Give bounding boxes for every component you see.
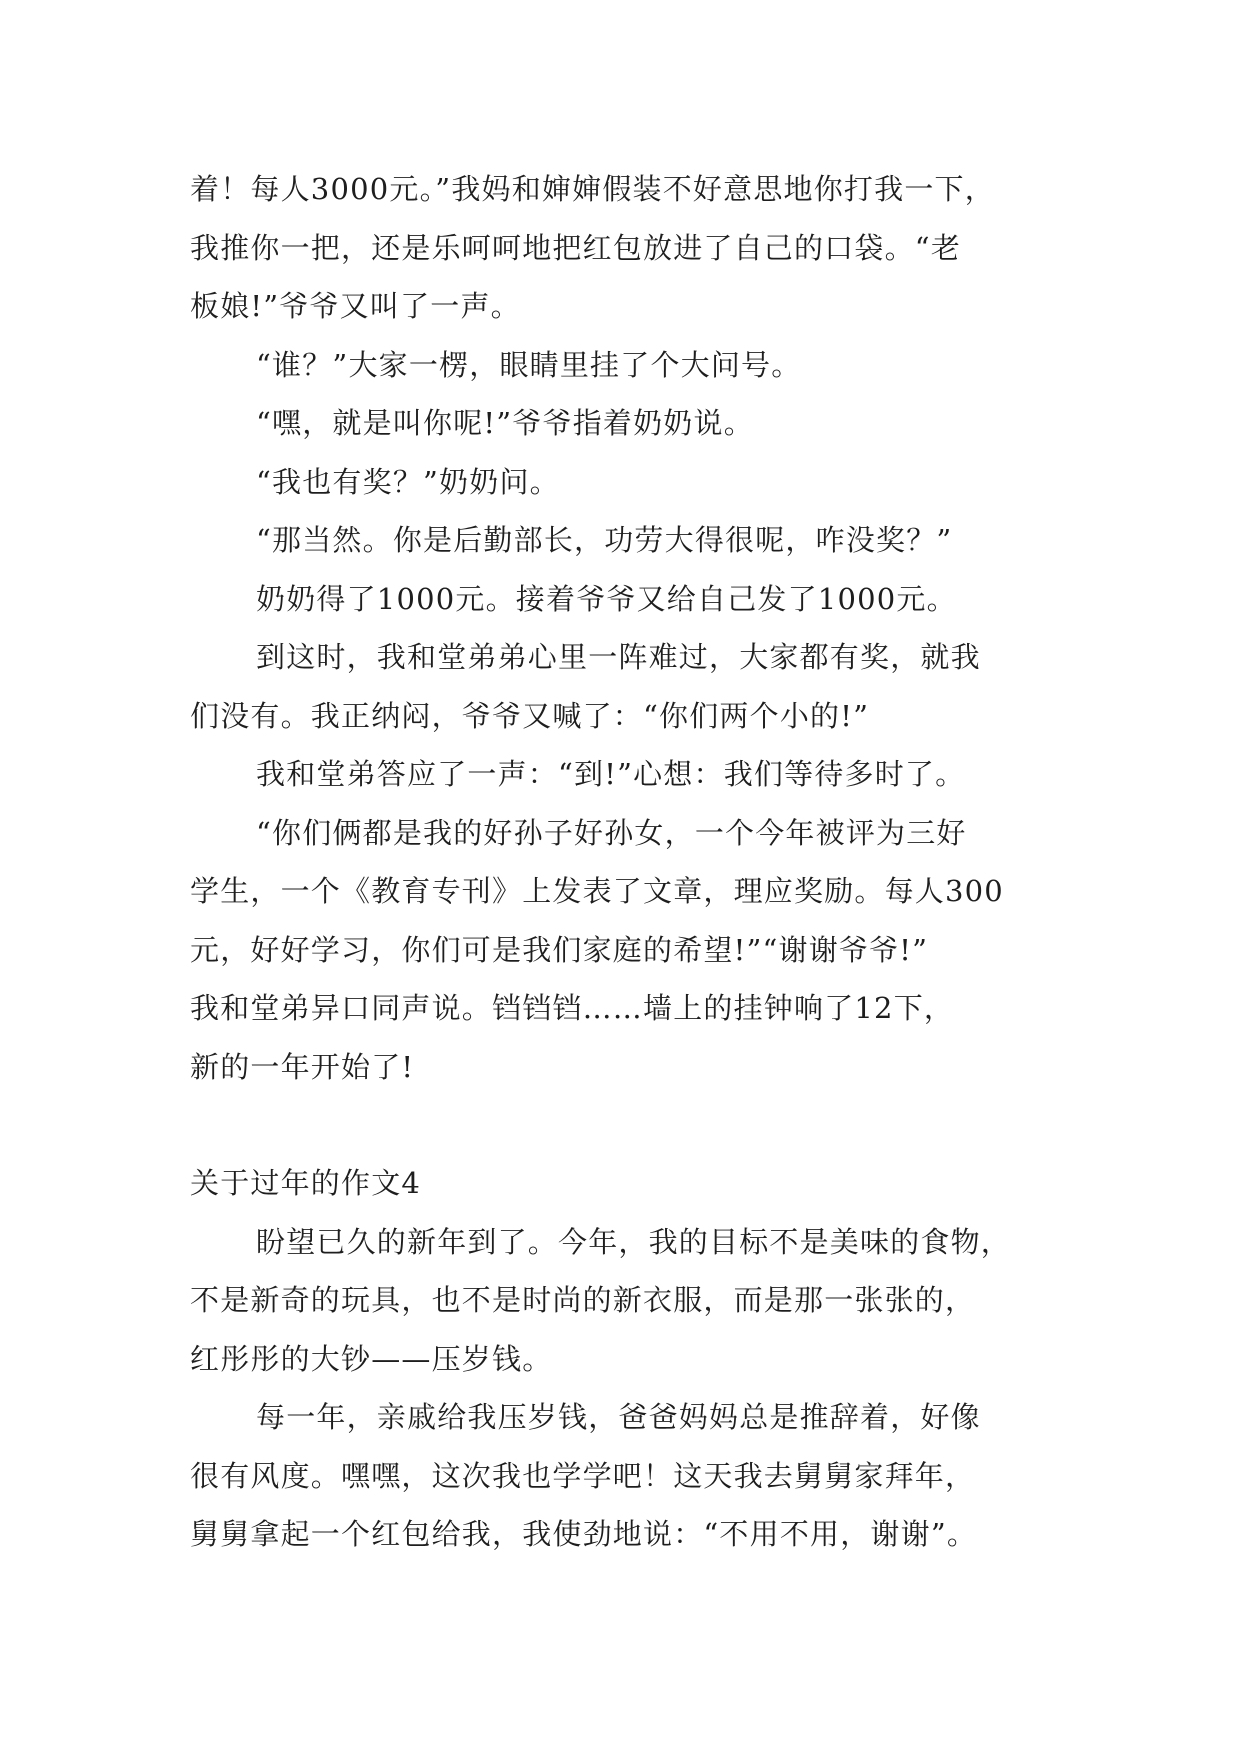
dialogue-block — [190, 336, 1070, 629]
text-line: 不是新奇的玩具，也不是时尚的新衣服，而是那一张张的， — [190, 1283, 976, 1317]
text-line: 我和堂弟答应了一声：“到!”心想：我们等待多时了。 — [256, 757, 966, 791]
text-line: 新的一年开始了! — [190, 1049, 415, 1084]
text-line: “那当然。你是后勤部长，功劳大得很呢，咋没奖？” — [256, 523, 953, 557]
text-line: 我推你一把，还是乐呵呵地把红包放进了自己的口袋。“老 — [190, 230, 962, 265]
text-line: “谁？”大家一楞，眼睛里挂了个大问号。 — [256, 347, 802, 382]
paragraph-last — [190, 1388, 1070, 1564]
text-line: “我也有奖？”奶奶问。 — [256, 464, 560, 499]
text-line: 奶奶得了1000元。接着爷爷又给自己发了1000元。 — [256, 581, 957, 616]
section-heading: 关于过年的作文4 — [190, 1166, 422, 1200]
text-line: 我和堂弟异口同声说。铛铛铛……墙上的挂钟响了12下， — [190, 991, 955, 1025]
document-body — [190, 160, 1070, 1564]
text-line: 舅舅拿起一个红包给我，我使劲地说：“不用不用，谢谢”。 — [190, 1517, 978, 1551]
text-line: 元，好好学习，你们可是我们家庭的希望!”“谢谢爷爷!” — [190, 932, 929, 967]
text-line: 们没有。我正纳闷，爷爷又喊了：“你们两个小的!” — [190, 698, 870, 733]
paragraph-reward — [190, 804, 1070, 1097]
text-line: 到这时，我和堂弟弟心里一阵难过，大家都有奖，就我 — [256, 640, 981, 674]
text-line: “嘿，就是叫你呢!”爷爷指着奶奶说。 — [256, 406, 754, 440]
paragraph-newyear — [190, 1213, 1070, 1389]
text-line: 盼望已久的新年到了。今年，我的目标不是美味的食物， — [256, 1224, 1012, 1259]
text-line: “你们俩都是我的好孙子好孙女，一个今年被评为三好 — [256, 815, 967, 850]
text-line: 每一年，亲戚给我压岁钱，爸爸妈妈总是推辞着，好像 — [256, 1400, 981, 1434]
text-line: 板娘!”爷爷又叫了一声。 — [190, 289, 521, 323]
text-line: 学生，一个《教育专刊》上发表了文章，理应奖励。每人300 — [190, 874, 1004, 908]
text-line: 着！每人3000元。”我妈和婶婶假装不好意思地你打我一下， — [190, 172, 995, 206]
paragraph-sad — [190, 628, 1070, 745]
section-gap — [190, 1096, 1070, 1154]
text-line: 红彤彤的大钞——压岁钱。 — [190, 1341, 553, 1376]
paragraph-answer — [190, 745, 1070, 804]
text-line: 很有风度。嘿嘿，这次我也学学吧！这天我去舅舅家拜年， — [190, 1458, 976, 1493]
paragraph-continued — [190, 160, 1070, 336]
